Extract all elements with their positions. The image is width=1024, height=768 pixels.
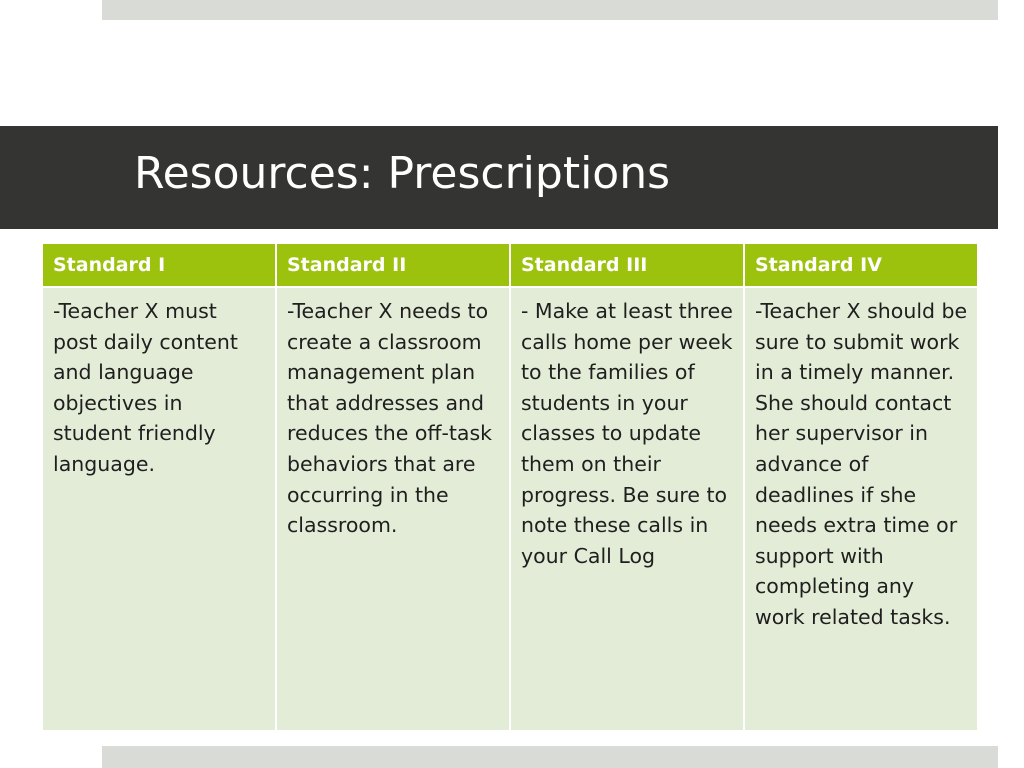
cell-standard-3	[510, 287, 744, 731]
cell-text: -Teacher X must post daily content and language objectives in student friendly language.	[53, 299, 238, 476]
top-accent-bar	[102, 0, 998, 20]
header-standard-2: Standard II	[276, 243, 510, 287]
cell-text: - Make at least three calls home per week to the families of students in your classes to update them on their progress. Be sure to note these calls in your Call Log	[521, 299, 733, 568]
header-standard-1: Standard I	[42, 243, 276, 287]
header-standard-4: Standard IV	[744, 243, 978, 287]
cell-standard-2	[276, 287, 510, 731]
cell-text: -Teacher X needs to create a classroom management plan that addresses and reduces the off-task behaviors that are occurring in the classroom.	[287, 299, 493, 538]
table-header-row	[42, 243, 978, 287]
prescriptions-table	[41, 242, 979, 732]
cell-text: -Teacher X should be sure to submit work in a timely manner. She should contact her supervisor in advance of deadlines if she needs extra time or support with completing any work related tasks.	[755, 299, 968, 629]
slide-title: Resources: Prescriptions	[134, 148, 671, 199]
table-row	[42, 287, 978, 731]
header-standard-3: Standard III	[510, 243, 744, 287]
cell-standard-4	[744, 287, 978, 731]
bottom-accent-bar	[102, 746, 998, 768]
cell-standard-1	[42, 287, 276, 731]
